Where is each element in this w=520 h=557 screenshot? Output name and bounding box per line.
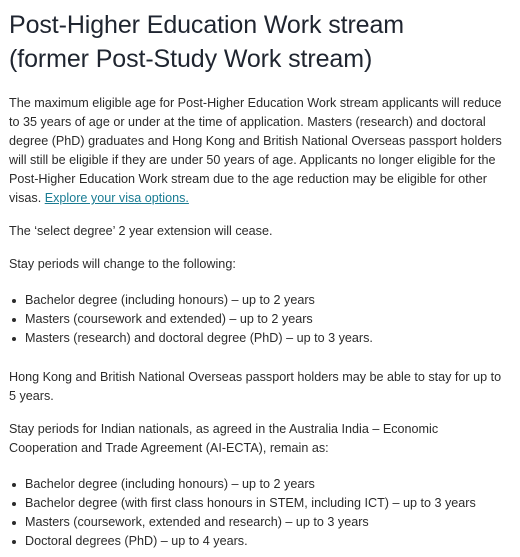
stay-periods-list xyxy=(9,291,510,348)
list-item: Doctoral degrees (PhD) – up to 4 years. xyxy=(25,532,510,551)
explore-visa-options-link[interactable]: Explore your visa options. xyxy=(44,191,189,205)
hk-bno-paragraph: Hong Kong and British National Overseas passport holders may be able to stay for up to 5 years. xyxy=(9,370,502,403)
indian-stay-periods-list xyxy=(9,475,510,551)
list-item: Masters (coursework, extended and research) – up to 3 years xyxy=(25,513,510,532)
list-item: Masters (coursework and extended) – up to 2 years xyxy=(25,310,510,329)
list-item: Bachelor degree (with first class honours in STEM, including ICT) – up to 3 years xyxy=(25,494,510,513)
page-title-line-2: (former Post-Study Work stream) xyxy=(9,45,373,73)
list-item: Bachelor degree (including honours) – up to 2 years xyxy=(25,291,510,310)
select-degree-paragraph: The ‘select degree’ 2 year extension will cease. xyxy=(9,224,273,238)
page-title xyxy=(9,8,510,76)
page-title-line-1: Post-Higher Education Work stream xyxy=(9,11,405,39)
list-item: Bachelor degree (including honours) – up to 2 years xyxy=(25,475,510,494)
intro-text: The maximum eligible age for Post-Higher Education Work stream applicants will reduce to 35 years of age or under at the time of application. Masters (research) and doctoral degree (PhD) graduates and Hong Kong and British National Overseas passport holders will still be eligible if they are under 50 years of age. Applicants no longer eligible for the Post-Higher Education Work stream due to the age reduction may be eligible for other visas. xyxy=(9,96,502,205)
list-item: Masters (research) and doctoral degree (PhD) – up to 3 years. xyxy=(25,329,510,348)
indian-nationals-intro: Stay periods for Indian nationals, as agreed in the Australia India – Economic Cooperation and Trade Agreement (AI-ECTA), remain as: xyxy=(9,422,439,455)
stay-periods-intro: Stay periods will change to the following: xyxy=(9,257,236,271)
intro-paragraph xyxy=(9,94,510,208)
